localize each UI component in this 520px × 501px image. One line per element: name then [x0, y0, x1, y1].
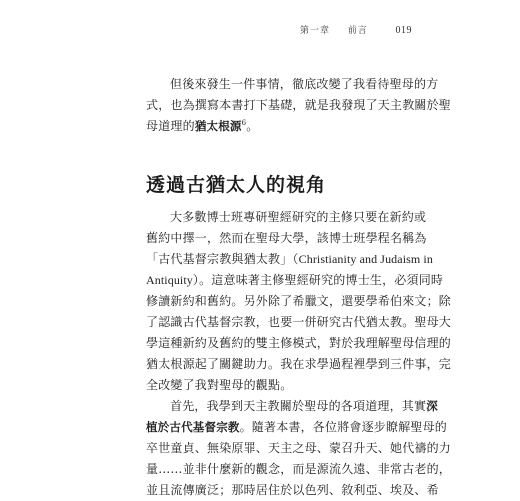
text-line: 修讀新約和舊約。另外除了希臘文，還要學希伯來文；除 — [146, 294, 452, 308]
text-line: 卒世童貞、無染原罪、天主之母、蒙召升天、她代禱的力 — [146, 441, 452, 455]
latin-text: Antiquity — [146, 273, 193, 287]
emphasis-text: 植於古代基督宗教 — [146, 420, 240, 434]
text-span: ）。這意味著主修聖經研究的博士生，必須同時 — [192, 273, 444, 287]
text-line — [146, 116, 392, 137]
emphasis-text: 深 — [426, 399, 438, 413]
running-head — [300, 23, 412, 36]
text-line: 舊約中擇一，然而在聖母大學，該博士班學程名稱為 — [146, 231, 427, 245]
text-line: 並且流傳廣泛；那時居住於以色列、敘利亞、埃及、希 — [146, 483, 439, 497]
text-line: 但後來發生一件事情，徹底改變了我看待聖母的方 — [170, 77, 439, 91]
intro-paragraph — [146, 74, 452, 137]
text-line: 了認識古代基督宗教，也要一併研究古代猶太教。聖母大 — [146, 315, 452, 329]
text-span: 首先，我學到天主教關於聖母的各項道理，其實 — [170, 399, 427, 413]
text-line — [146, 396, 438, 417]
text-line: 學這種新約及舊約的雙主修模式，對於我理解聖母信理的 — [146, 336, 452, 350]
body-paragraph-2 — [146, 396, 452, 501]
footnote-marker: 6 — [241, 119, 247, 127]
emphasis-text: 猶太根源 — [194, 119, 242, 133]
text-span: 「古代基督宗教與猶太教」（ — [146, 252, 299, 266]
text-line — [146, 270, 444, 291]
page-number: 019 — [395, 25, 412, 36]
text-span: 母道理的 — [146, 119, 195, 133]
section-label: 前言 — [347, 26, 368, 36]
chapter-label: 第一章 — [299, 26, 330, 36]
latin-text: Christianity and Judaism in — [298, 252, 433, 266]
text-line — [146, 249, 433, 270]
text-span: 。隨著本書，各位將會逐步瞭解聖母的 — [239, 420, 448, 434]
text-line: 量……並非什麼新的觀念，而是源流久遠、非常古老的， — [146, 462, 452, 476]
text-line: 式，也為撰寫本書打下基礎，就是我發現了天主教關於聖 — [146, 98, 452, 112]
text-span: 。 — [246, 119, 259, 133]
text-line: 全改變了我對聖母的觀點。 — [146, 378, 293, 392]
text-line: 猶太根源起了關鍵助力。我在求學過程裡學到三件事，完 — [146, 357, 452, 371]
body-paragraph-1 — [146, 207, 452, 396]
section-heading: 透過古猶太人的視角 — [146, 174, 327, 196]
text-line: 大多數博士班專研聖經研究的主修只要在新約或 — [170, 210, 427, 224]
text-line — [146, 417, 448, 438]
